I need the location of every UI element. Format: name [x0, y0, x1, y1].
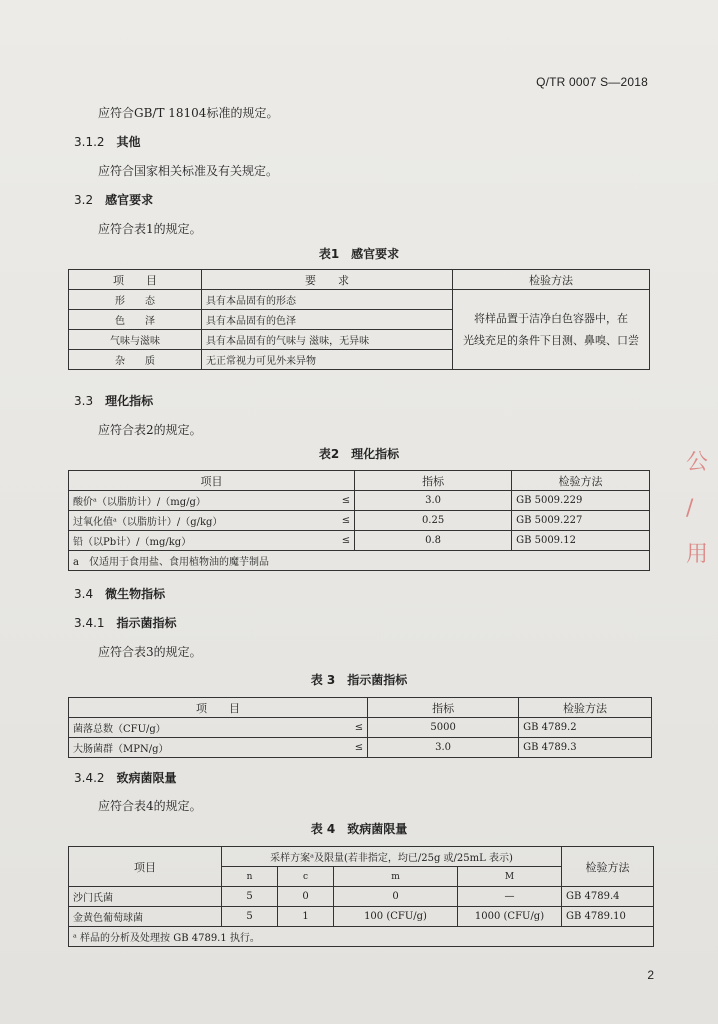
table-cell: 形 态	[69, 290, 202, 310]
paragraph: 应符合表3的规定。	[98, 645, 202, 659]
indicator-bacteria-table	[68, 697, 652, 758]
table-caption: 表 4 致病菌限量	[310, 822, 408, 836]
table-cell: GB 4789.10	[562, 907, 654, 927]
table-row	[69, 907, 654, 927]
standard-code: Q/TR 0007 S—2018	[536, 75, 648, 89]
table-cell: 过氧化值ᵃ（以脂肪计）/（g/kg）	[69, 511, 274, 531]
table-cell: ≤	[273, 738, 368, 758]
section-title: 其他	[116, 135, 141, 149]
table-cell: 0.25	[355, 511, 512, 531]
table-cell: ≤	[273, 511, 355, 531]
section-title: 微生物指标	[105, 587, 166, 601]
method-line: 将样品置于洁净白色容器中，在	[474, 311, 628, 325]
section-heading	[74, 133, 141, 150]
page-number: 2	[647, 968, 654, 982]
table-header: 项目	[69, 847, 222, 887]
table-subheader: c	[278, 867, 334, 887]
table-cell: GB 4789.4	[562, 887, 654, 907]
table-cell: 金黄色葡萄球菌	[69, 907, 222, 927]
table-header: 指标	[355, 471, 512, 491]
table-header: 采样方案ᵃ及限量(若非指定，均已/25g 或/25mL 表示)	[222, 847, 562, 867]
table-row	[69, 738, 652, 758]
table-caption: 表1 感官要求	[318, 247, 400, 261]
physicochemical-table	[68, 470, 650, 571]
table-cell: 酸价ᵃ（以脂肪计）/（mg/g）	[69, 491, 274, 511]
section-number: 3.1.2	[74, 135, 105, 149]
table-cell: ≤	[273, 718, 368, 738]
table-cell: 3.0	[368, 738, 519, 758]
table-cell: 大肠菌群（MPN/g）	[69, 738, 274, 758]
table-subheader: m	[334, 867, 458, 887]
table-cell: ≤	[273, 531, 355, 551]
table-cell: 具有本品固有的色泽	[202, 310, 453, 330]
table-header: 指标	[368, 698, 519, 718]
table-subheader: M	[458, 867, 562, 887]
table-cell: 1	[278, 907, 334, 927]
section-title: 感官要求	[105, 193, 154, 207]
pathogen-limit-table	[68, 846, 654, 947]
table-cell: GB 5009.227	[512, 511, 650, 531]
table-cell: 无正常视力可见外来异物	[202, 350, 453, 370]
table-cell: 具有本品固有的气味与 滋味，无异味	[202, 330, 453, 350]
section-heading	[74, 614, 177, 631]
table-header: 检验方法	[562, 847, 654, 887]
inspection-method-cell	[453, 290, 650, 370]
paragraph: 应符合国家相关标准及有关规定。	[98, 164, 279, 178]
table-row	[69, 718, 652, 738]
table-header: 要 求	[202, 270, 453, 290]
table-header: 检验方法	[512, 471, 650, 491]
table-footnote: a 仅适用于食用盐、食用植物油的魔芋制品	[69, 551, 650, 571]
table-header: 检验方法	[519, 698, 652, 718]
table-cell: 0	[334, 887, 458, 907]
table-cell: GB 4789.3	[519, 738, 652, 758]
table-row	[69, 511, 650, 531]
paragraph: 应符合GB/T 18104标准的规定。	[98, 106, 279, 120]
table-cell: 5	[222, 907, 278, 927]
table-cell: 1000 (CFU/g)	[458, 907, 562, 927]
table-cell: 5	[222, 887, 278, 907]
red-seal-stamp: 公 / 用	[686, 450, 709, 567]
table-cell: ≤	[273, 491, 355, 511]
table-header: 检验方法	[453, 270, 650, 290]
table-row	[69, 491, 650, 511]
table-cell: 5000	[368, 718, 519, 738]
table-cell: 具有本品固有的形态	[202, 290, 453, 310]
table-subheader: n	[222, 867, 278, 887]
table-cell: 0	[278, 887, 334, 907]
table-caption: 表2 理化指标	[318, 447, 400, 461]
table-cell: 沙门氏菌	[69, 887, 222, 907]
paragraph: 应符合表1的规定。	[98, 222, 202, 236]
table-header: 项 目	[69, 698, 368, 718]
table-row	[69, 887, 654, 907]
section-number: 3.4.1	[74, 616, 105, 630]
table-footnote-row	[69, 927, 654, 947]
table-cell: GB 5009.229	[512, 491, 650, 511]
section-number: 3.4.2	[74, 771, 105, 785]
section-number: 3.2	[74, 193, 94, 207]
table-cell: 100 (CFU/g)	[334, 907, 458, 927]
table-cell: GB 5009.12	[512, 531, 650, 551]
table-row	[69, 290, 650, 310]
table-cell: —	[458, 887, 562, 907]
section-number: 3.3	[74, 394, 94, 408]
section-heading	[74, 191, 153, 208]
table-cell: 菌落总数（CFU/g）	[69, 718, 274, 738]
paragraph: 应符合表2的规定。	[98, 423, 202, 437]
sensory-table	[68, 269, 650, 370]
section-title: 理化指标	[105, 394, 154, 408]
method-line: 光线充足的条件下目测、鼻嗅、口尝	[463, 333, 639, 347]
table-cell: 色 泽	[69, 310, 202, 330]
paragraph: 应符合表4的规定。	[98, 799, 202, 813]
table-header: 项 目	[69, 270, 202, 290]
table-header: 项目	[69, 471, 355, 491]
table-cell: GB 4789.2	[519, 718, 652, 738]
section-heading	[74, 585, 165, 602]
table-footnote-row	[69, 551, 650, 571]
table-cell: 3.0	[355, 491, 512, 511]
table-caption: 表 3 指示菌指标	[310, 673, 408, 687]
table-cell: 气味与滋味	[69, 330, 202, 350]
table-row	[69, 531, 650, 551]
table-cell: 杂 质	[69, 350, 202, 370]
section-heading	[74, 769, 177, 786]
table-cell: 铅（以Pb计）/（mg/kg）	[69, 531, 274, 551]
section-title: 指示菌指标	[116, 616, 177, 630]
table-cell: 0.8	[355, 531, 512, 551]
section-number: 3.4	[74, 587, 94, 601]
section-heading	[74, 392, 153, 409]
section-title: 致病菌限量	[116, 771, 177, 785]
table-footnote: ᵃ 样品的分析及处理按 GB 4789.1 执行。	[69, 927, 654, 947]
